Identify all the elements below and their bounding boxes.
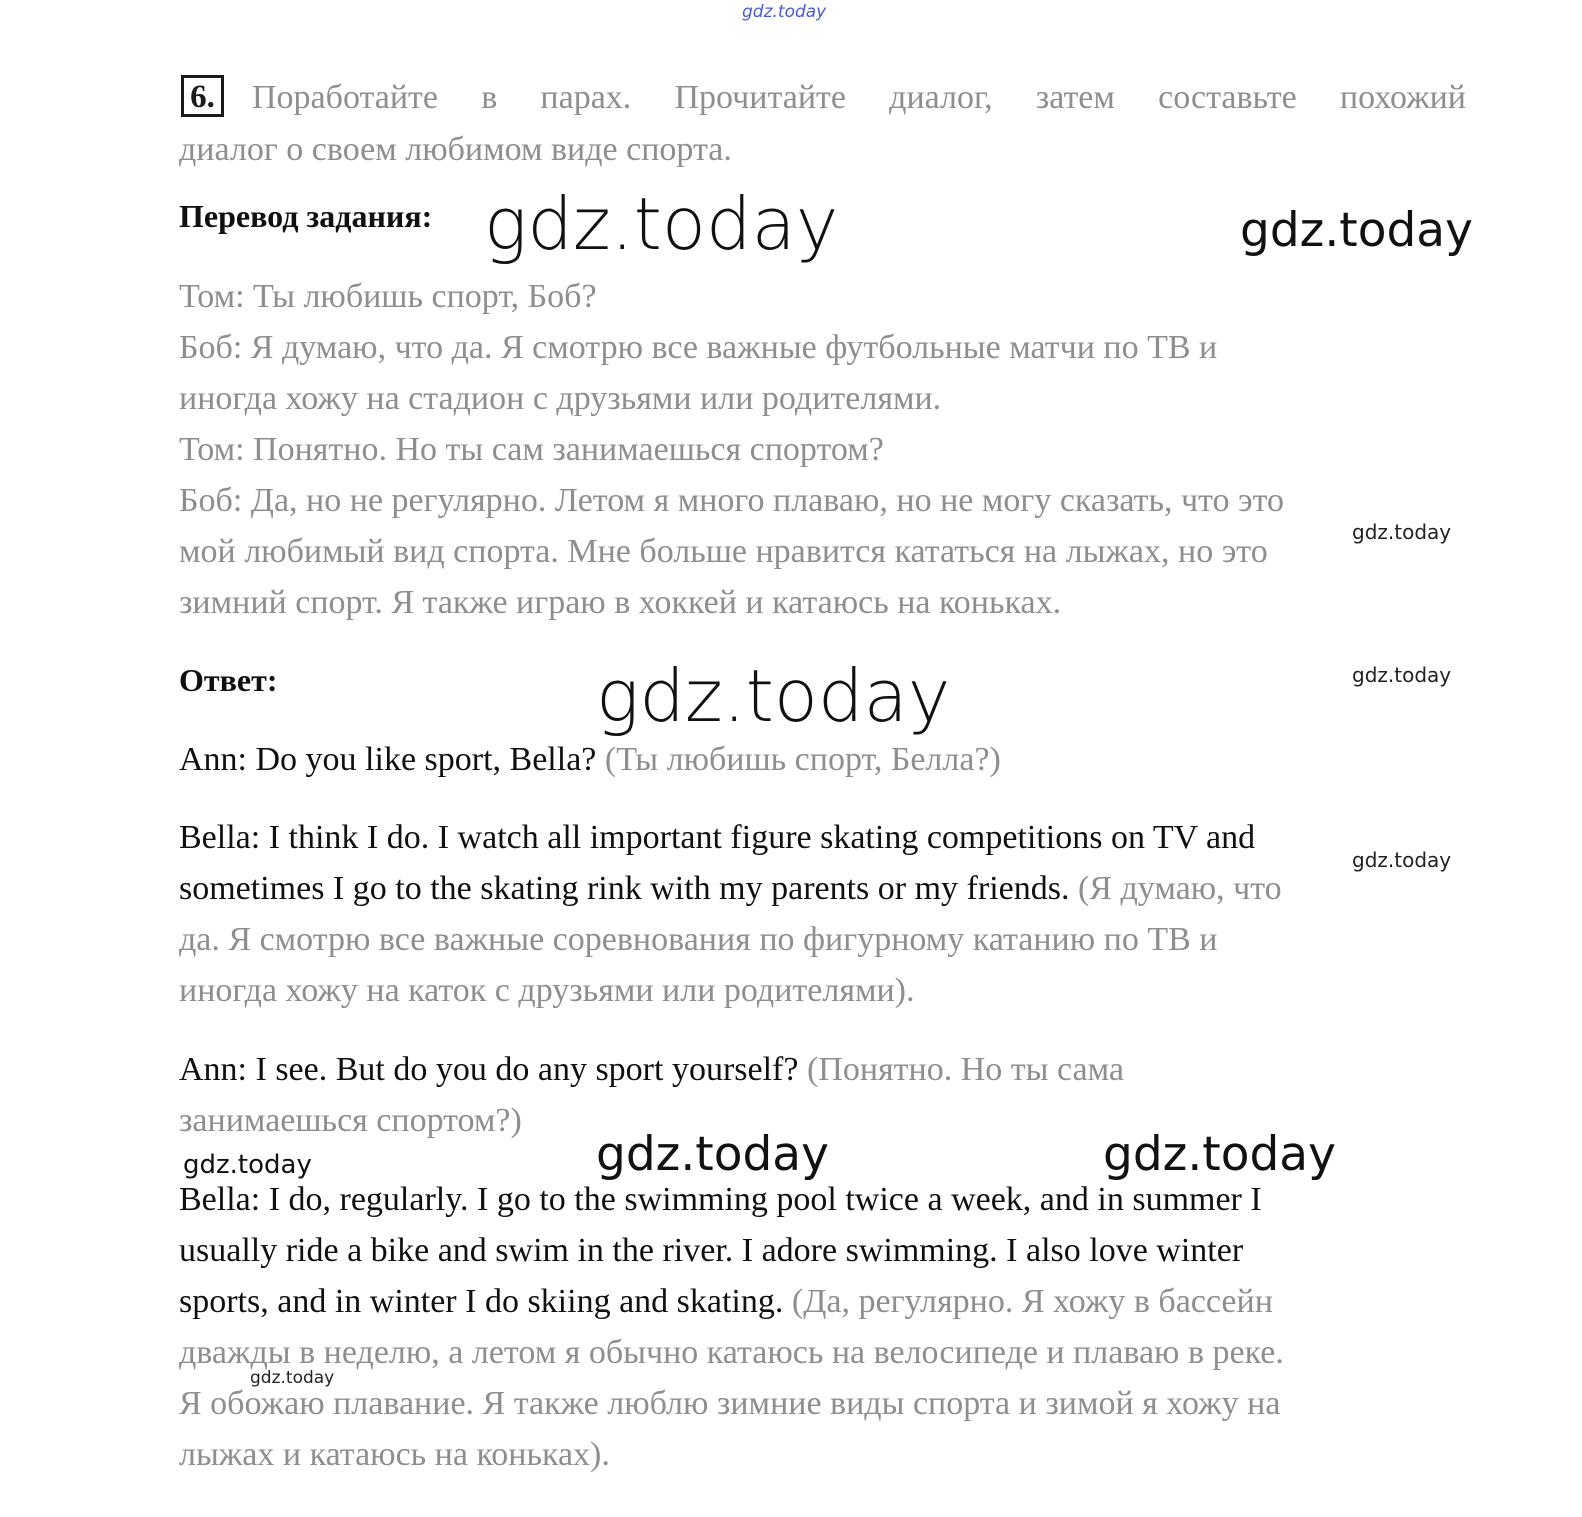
answer-p4-line6: лыжах и катаюсь на коньках). xyxy=(179,1436,610,1473)
answer-p3-line2: занимаешься спортом?) xyxy=(179,1102,522,1139)
answer-p1-russian: (Ты любишь спорт, Белла?) xyxy=(604,741,1001,778)
translation-line-6: мой любимый вид спорта. Мне больше нравится кататься на лыжах, но это xyxy=(179,533,1268,570)
translation-line-5: Боб: Да, но не регулярно. Летом я много плаваю, но не могу сказать, что это xyxy=(179,482,1285,519)
watermark-right-header[interactable]: gdz.today xyxy=(1240,203,1473,258)
translation-line-1: Том: Ты любишь спорт, Боб? xyxy=(179,278,597,315)
task-number-box: 6. xyxy=(181,75,224,117)
answer-p3-russian-start: (Понятно. Но ты сама xyxy=(806,1051,1124,1088)
answer-p2-russian-start: (Я думаю, что xyxy=(1077,870,1282,907)
answer-p4-line4: дважды в неделю, а летом я обычно катаюсь на велосипеде и плаваю в реке. xyxy=(179,1334,1284,1371)
translation-heading: Перевод задания: xyxy=(179,198,433,234)
task-instruction-line2: диалог о своем любимом виде спорта. xyxy=(179,131,732,168)
answer-p4-russian-start: (Да, регулярно. Я хожу в бассейн xyxy=(791,1283,1273,1320)
answer-p3-english: Ann: I see. But do you do any sport yourself? xyxy=(179,1051,799,1088)
answer-p4-line3 xyxy=(179,1276,1273,1327)
watermark-small-bottom[interactable]: gdz.today xyxy=(250,1368,335,1388)
answer-p2-line4: иногда хожу на каток с друзьями или родителями). xyxy=(179,972,915,1009)
translation-line-2: Боб: Я думаю, что да. Я смотрю все важные футбольные матчи по ТВ и xyxy=(179,329,1218,366)
answer-heading: Ответ: xyxy=(179,662,278,698)
translation-line-3: иногда хожу на стадион с друзьями или родителями. xyxy=(179,380,942,417)
answer-p3-line1 xyxy=(179,1044,1124,1095)
watermark-mid-right[interactable]: gdz.today xyxy=(1103,1127,1336,1182)
answer-p4-english-end: sports, and in winter I do skiing and skating. xyxy=(179,1283,784,1320)
answer-p2-line3: да. Я смотрю все важные соревнования по фигурному катанию по ТВ и xyxy=(179,921,1218,958)
answer-p4-line2: usually ride a bike and swim in the river. I adore swimming. I also love winter xyxy=(179,1232,1244,1269)
answer-p1-english: Ann: Do you like sport, Bella? xyxy=(179,741,597,778)
watermark-small-right-2[interactable]: gdz.today xyxy=(1352,663,1452,687)
translation-line-4: Том: Понятно. Но ты сам занимаешься спортом? xyxy=(179,431,884,468)
watermark-small-right-3[interactable]: gdz.today xyxy=(1352,848,1452,872)
answer-p4-line1: Bella: I do, regularly. I go to the swimming pool twice a week, and in summer I xyxy=(179,1181,1262,1218)
watermark-mid-left[interactable]: gdz.today xyxy=(596,1127,829,1182)
answer-p2-english-end: sometimes I go to the skating rink with my parents or my friends. xyxy=(179,870,1070,907)
translation-line-7: зимний спорт. Я также играю в хоккей и катаюсь на коньках. xyxy=(179,584,1062,621)
watermark-top[interactable]: gdz.today xyxy=(742,2,827,22)
watermark-large-center[interactable]: gdz.today xyxy=(596,654,951,738)
answer-paragraph-1 xyxy=(179,734,1001,785)
watermark-small-right-1[interactable]: gdz.today xyxy=(1352,520,1452,544)
task-instruction-line1: Поработайте в парах. Прочитайте диалог, затем составьте похожий xyxy=(252,79,1466,116)
watermark-large-header[interactable]: gdz.today xyxy=(484,182,839,266)
answer-p2-line2 xyxy=(179,863,1282,914)
answer-p4-line5: Я обожаю плавание. Я также люблю зимние виды спорта и зимой я хожу на xyxy=(179,1385,1281,1422)
answer-p2-line1: Bella: I think I do. I watch all important figure skating competitions on TV and xyxy=(179,819,1256,856)
watermark-small-left[interactable]: gdz.today xyxy=(183,1150,312,1180)
